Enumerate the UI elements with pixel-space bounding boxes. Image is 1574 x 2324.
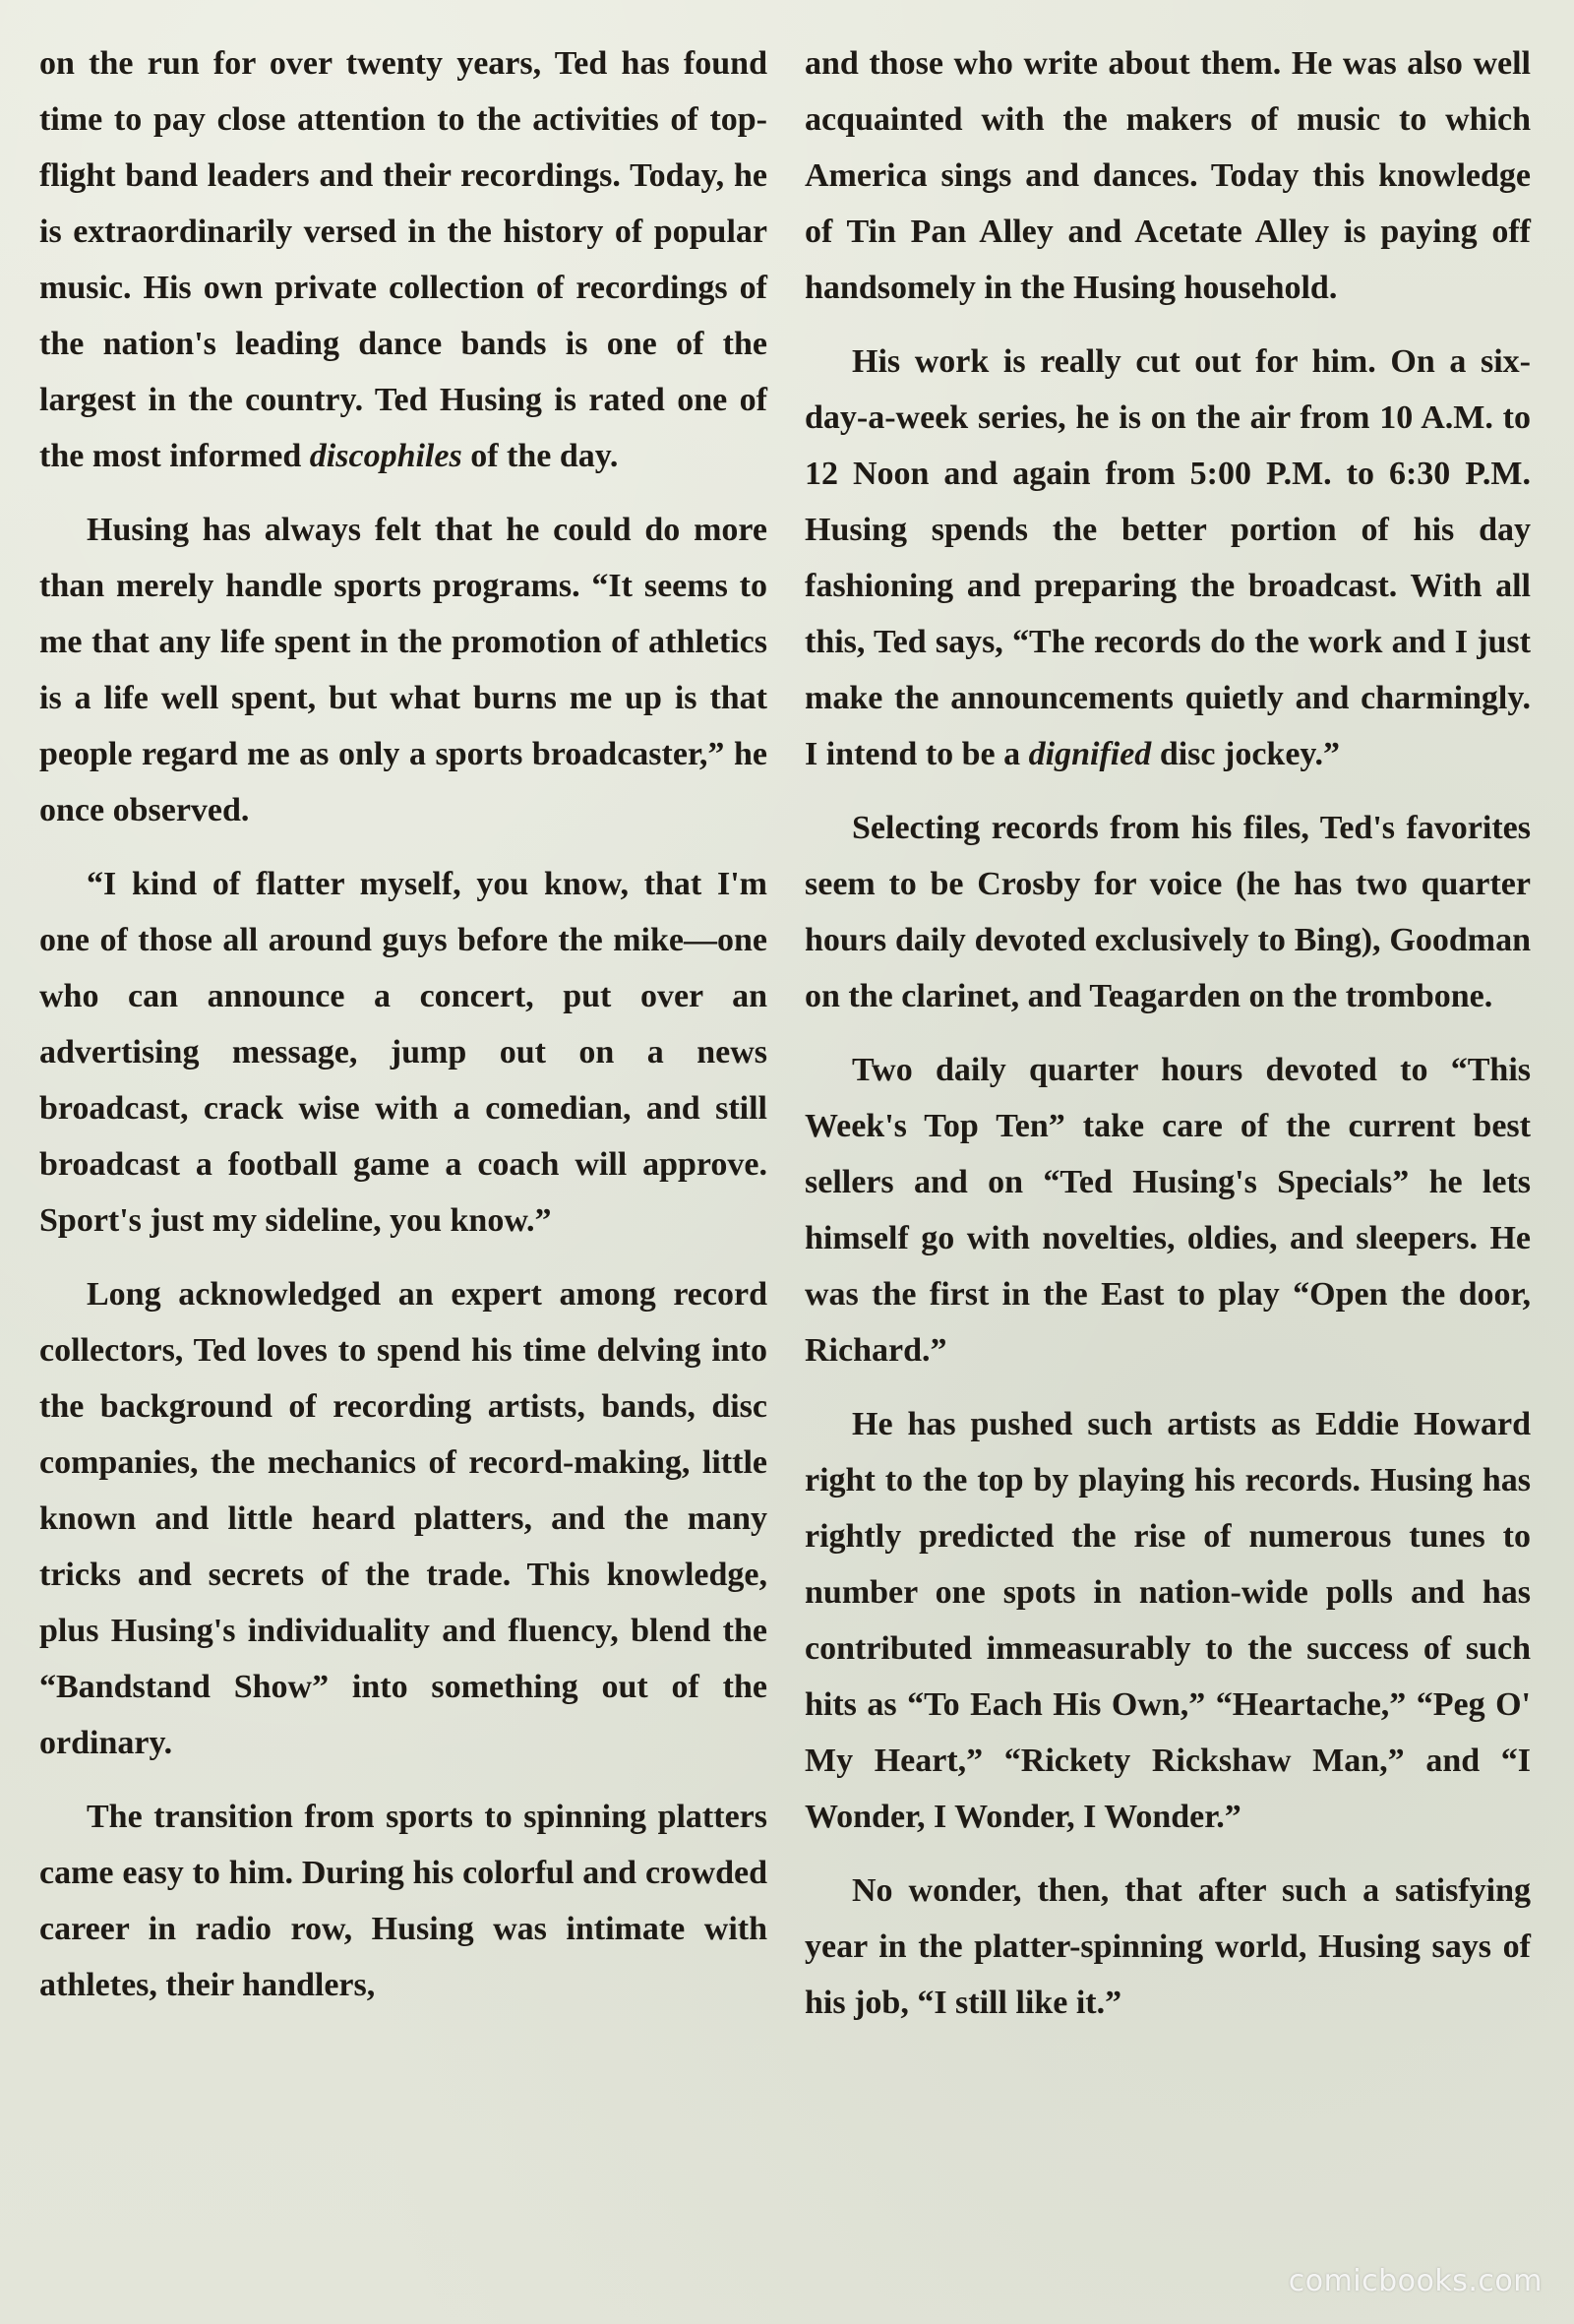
right-paragraph-5: He has pushed such artists as Eddie Howard right to the top by playing his records. Husing has rightly predicted the rise of numerous tunes to number one spots in nation-wide polls and has contributed immeasurably to the success of such hits as “To Each His Own,” “Heartache,” “Peg O' My Heart,” “Rickety Rickshaw Man,” and “I Wonder, I Wonder, I Wonder.” (805, 1406, 1531, 1835)
left-paragraph-1 (39, 35, 767, 484)
right-column (805, 35, 1531, 2049)
left-paragraph-5: The transition from sports to spinning platters came easy to him. During his colorful and crowded career in radio row, Husing was intimate with athletes, their handlers, (39, 1799, 767, 2003)
left-paragraph-4: Long acknowledged an expert among record collectors, Ted loves to spend his time delving into the background of recording artists, bands, disc companies, the mechanics of record-making, little known and little heard platters, and the many tricks and secrets of the trade. This knowledge, plus Husing's individuality and fluency, blend the “Bandstand Show” into something out of the ordinary. (39, 1276, 767, 1761)
left-column (39, 35, 767, 2031)
right-paragraph-1: and those who write about them. He was also well acquainted with the makers of music to which America sings and dances. Today this knowledge of Tin Pan Alley and Acetate Alley is paying off handsomely in the Husing household. (805, 45, 1531, 306)
right-paragraph-4: Two daily quarter hours devoted to “This Week's Top Ten” take care of the current best sellers and on “Ted Husing's Specials” he lets himself go with novelties, oldies, and sleepers. He was the first in the East to play “Open the door, Richard.” (805, 1052, 1531, 1369)
right-paragraph-2-text: His work is really cut out for him. On a six-day-a-week series, he is on the air from 10 A.M. to 12 Noon and again from 5:00 P.M. to 6:30 P.M. Husing spends the better portion of his day fashioning and preparing the broadcast. With all this, Ted says, “The records do the work and I just make the announcements quietly and charmingly. I intend to be a (805, 343, 1531, 772)
left-paragraph-1-text: on the run for over twenty years, Ted has found time to pay close attention to the activities of top-flight band leaders and their recordings. Today, he is extraordinarily versed in the history of popular music. His own private collection of recordings of the nation's leading dance bands is one of the largest in the country. Ted Husing is rated one of the most informed (39, 45, 767, 474)
left-paragraph-2: Husing has always felt that he could do more than merely handle sports programs. “It seems to me that any life spent in the promotion of athletics is a life well spent, but what burns me up is that people regard me as only a sports broadcaster,” he once observed. (39, 512, 767, 828)
left-paragraph-1-end: of the day. (461, 438, 619, 474)
left-paragraph-1-italic: discophiles (309, 438, 462, 474)
right-paragraph-2 (805, 334, 1531, 782)
right-paragraph-2-italic: dignified (1028, 736, 1152, 772)
right-paragraph-2-end: disc jockey.” (1151, 736, 1341, 772)
right-paragraph-6: No wonder, then, that after such a satisfying year in the platter-spinning world, Husing says of his job, “I still like it.” (805, 1872, 1531, 2021)
right-paragraph-3: Selecting records from his files, Ted's favorites seem to be Crosby for voice (he has two quarter hours daily devoted exclusively to Bing), Goodman on the clarinet, and Teagarden on the trombone. (805, 810, 1531, 1014)
watermark: comicbooks.com (1288, 2264, 1543, 2298)
left-paragraph-3: “I kind of flatter myself, you know, that I'm one of those all around guys before the mike—one who can announce a concert, put over an advertising message, jump out on a news broadcast, crack wise with a comedian, and still broadcast a football game a coach will approve. Sport's just my sideline, you know.” (39, 866, 767, 1239)
